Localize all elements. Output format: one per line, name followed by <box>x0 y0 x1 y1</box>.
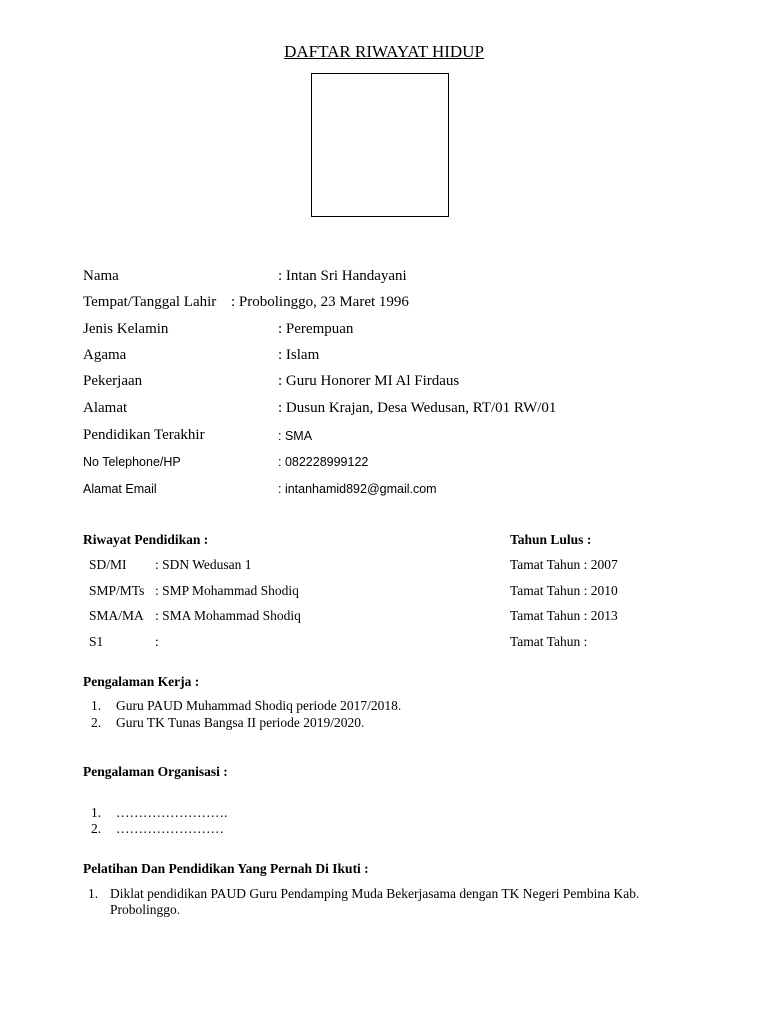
label-alamat: Alamat <box>83 400 128 416</box>
work-item-end: . <box>360 715 365 730</box>
work-item <box>116 715 364 731</box>
organization-item-number: 1. <box>91 805 102 820</box>
organization-item-number: 2. <box>91 821 102 836</box>
label-jenis-kelamin: Jenis Kelamin <box>83 321 169 337</box>
training-heading: Pelatihan Dan Pendidikan Yang Pernah Di Ikuti : <box>83 861 369 876</box>
value-pendidikan-terakhir: : SMA <box>278 429 313 443</box>
education-level-sd: SD/MI <box>89 557 127 572</box>
work-item <box>116 698 401 714</box>
education-school-smp: : SMP Mohammad Shodiq <box>155 583 299 598</box>
label-pendidikan-terakhir: Pendidikan Terakhir <box>83 427 205 443</box>
work-item-end: . <box>397 698 402 713</box>
education-level-sma: SMA/MA <box>89 608 144 623</box>
training-item-line2-end: . <box>176 902 181 917</box>
training-item-line <box>110 902 180 918</box>
value-jenis-kelamin: : Perempuan <box>278 321 354 337</box>
work-item-number: 1. <box>91 698 102 713</box>
work-heading: Pengalaman Kerja : <box>83 674 200 689</box>
education-year-sd: Tamat Tahun : 2007 <box>510 557 618 572</box>
education-school-sma: : SMA Mohammad Shodiq <box>155 608 301 623</box>
education-year-s1: Tamat Tahun : <box>510 634 588 649</box>
value-tempat-lahir: : Probolinggo, 23 Maret 1996 <box>231 294 409 310</box>
organization-item-text: ……………………. <box>116 805 228 820</box>
education-level-smp: SMP/MTs <box>89 583 145 598</box>
education-year-smp: Tamat Tahun : 2010 <box>510 583 618 598</box>
label-nama: Nama <box>83 268 119 284</box>
education-school-sd: : SDN Wedusan 1 <box>155 557 252 572</box>
label-tempat-lahir: Tempat/Tanggal Lahir <box>83 294 217 310</box>
label-telephone: No Telephone/HP <box>83 455 181 469</box>
organization-heading: Pengalaman Organisasi : <box>83 764 228 779</box>
page-title: DAFTAR RIWAYAT HIDUP <box>284 42 484 61</box>
label-agama: Agama <box>83 347 127 363</box>
value-agama: : Islam <box>278 347 320 363</box>
photo-placeholder <box>311 73 449 217</box>
education-year-sma: Tamat Tahun : 2013 <box>510 608 618 623</box>
work-item-text: Guru PAUD Muhammad Shodiq periode 2017/2018 <box>116 698 398 713</box>
education-school-s1: : <box>155 634 159 649</box>
training-item-number: 1. <box>88 886 99 901</box>
education-level-s1: S1 <box>89 634 104 649</box>
value-nama: : Intan Sri Handayani <box>278 268 407 284</box>
value-email: : intanhamid892@gmail.com <box>278 482 437 496</box>
training-item-line2: Probolinggo <box>110 902 177 917</box>
organization-item-text: …………………… <box>116 821 224 836</box>
graduation-year-heading: Tahun Lulus : <box>510 532 592 547</box>
value-pekerjaan: : Guru Honorer MI Al Firdaus <box>278 373 460 389</box>
work-item-text: Guru TK Tunas Bangsa II periode 2019/2020 <box>116 715 361 730</box>
value-alamat: : Dusun Krajan, Desa Wedusan, RT/01 RW/01 <box>278 400 557 416</box>
label-email: Alamat Email <box>83 482 157 496</box>
label-pekerjaan: Pekerjaan <box>83 373 143 389</box>
work-item-number: 2. <box>91 715 102 730</box>
training-item-line1-end: . <box>636 886 640 901</box>
value-telephone: : 082228999122 <box>278 455 369 469</box>
training-item-line1: Diklat pendidikan PAUD Guru Pendamping Muda Bekerjasama dengan TK Negeri Pembina Kab <box>110 886 637 901</box>
training-item-line <box>110 886 639 902</box>
education-heading: Riwayat Pendidikan : <box>83 532 209 547</box>
